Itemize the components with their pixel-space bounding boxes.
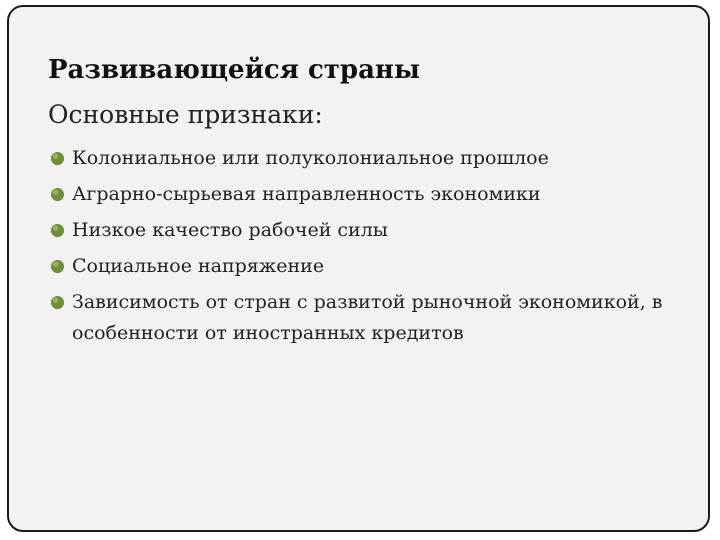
slide-subtitle: Основные признаки: xyxy=(48,100,323,129)
list-item xyxy=(48,179,688,210)
bullet-icon xyxy=(50,187,65,202)
list-item xyxy=(48,287,688,349)
bullet-icon xyxy=(50,295,65,310)
bullet-text: Колониальное или полуколониальное прошлое xyxy=(72,147,549,169)
list-item xyxy=(48,215,688,246)
bullet-list xyxy=(48,143,688,354)
bullet-text: Социальное напряжение xyxy=(72,255,325,277)
bullet-icon xyxy=(50,259,65,274)
bullet-text: Низкое качество рабочей силы xyxy=(72,219,388,241)
slide-frame xyxy=(7,5,710,532)
list-item xyxy=(48,143,688,174)
slide-title: Развивающейся страны xyxy=(48,55,421,85)
bullet-icon xyxy=(50,223,65,238)
list-item xyxy=(48,251,688,282)
bullet-text: Аграрно-сырьевая направленность экономики xyxy=(72,183,541,205)
bullet-icon xyxy=(50,151,65,166)
bullet-text: Зависимость от стран с развитой рыночной экономикой, в особенности от иностранных кредитов xyxy=(72,291,663,344)
